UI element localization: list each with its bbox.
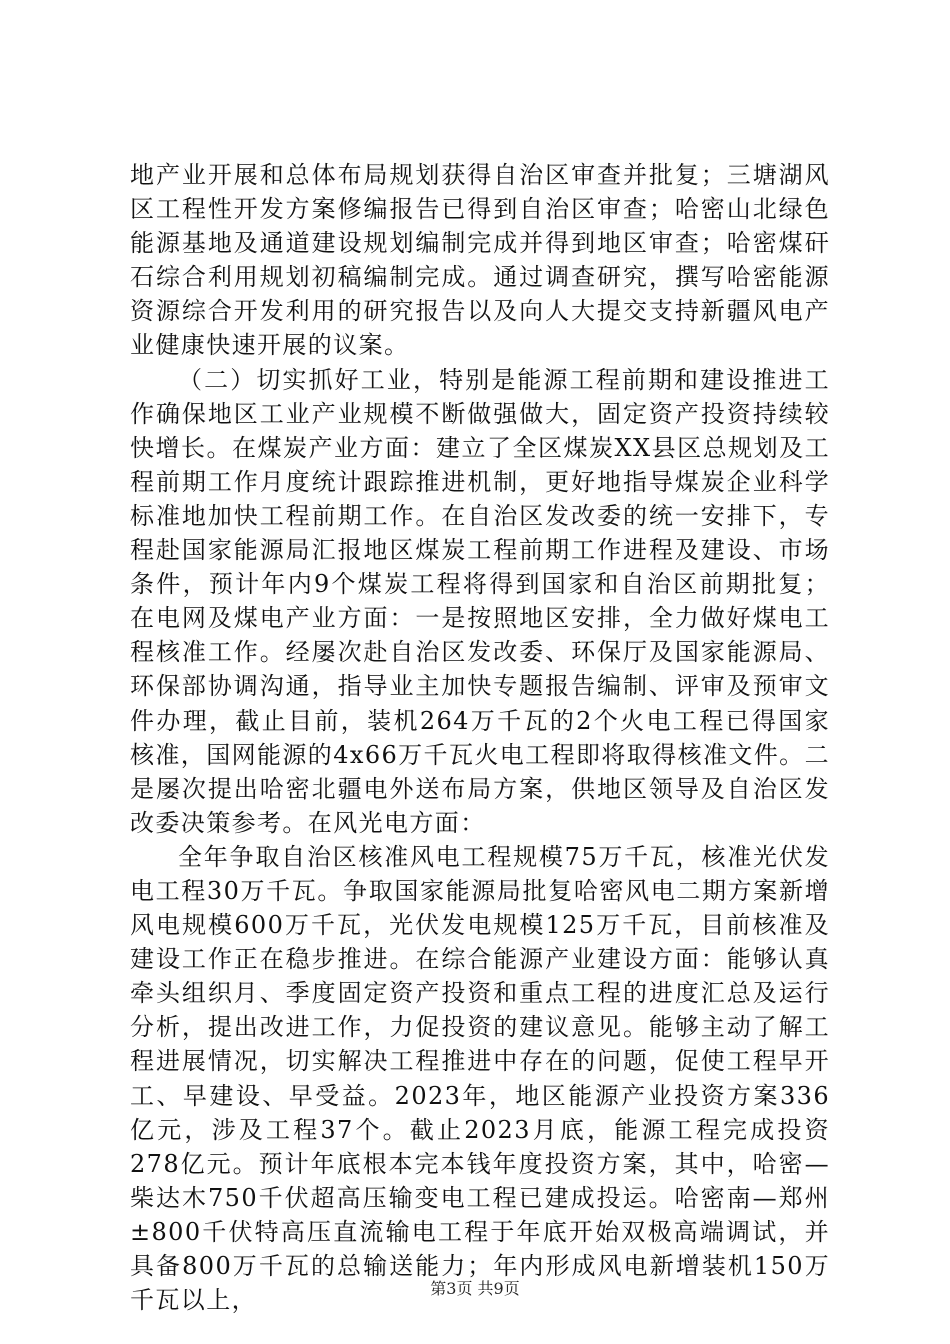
paragraph-industry: （二）切实抓好工业，特别是能源工程前期和建设推进工作确保地区工业产业规模不断做强做大，固定资产投资持续较快增长。在煤炭产业方面：建立了全区煤炭XX县区总规划及工程前期工作月度统计跟踪推进机制，更好地指导煤炭企业科学标准地加快工程前期工作。在自治区发改委的统一安排下，专程赴国家能源局汇报地区煤炭工程前期工作进程及建设、市场条件，预计年内9个煤炭工程将得到国家和自治区前期批复；在电网及煤电产业方面：一是按照地区安排，全力做好煤电工程核准工作。经屡次赴自治区发改委、环保厅及国家能源局、环保部协调沟通，指导业主加快专题报告编制、评审及预审文件办理，截止目前，装机264万千瓦的2个火电工程已得国家核准，国网能源的4x66万千瓦火电工程即将取得核准文件。二是屡次提出哈密北疆电外送布局方案，供地区领导及自治区发改委决策参考。在风光电方面： <box>130 365 830 837</box>
paragraph-wind-solar: 全年争取自治区核准风电工程规模75万千瓦，核准光伏发电工程30万千瓦。争取国家能源局批复哈密风电二期方案新增风电规模600万千瓦，光伏发电规模125万千瓦，目前核准及建设工作正在稳步推进。在综合能源产业建设方面：能够认真牵头组织月、季度固定资产投资和重点工程的进度汇总及运行分析，提出改进工作，力促投资的建议意见。能够主动了解工程进展情况，切实解决工程推进中存在的问题，促使工程早开工、早建设、早受益。2023年，地区能源产业投资方案336亿元，涉及工程37个。截止2023月底，能源工程完成投资278亿元。预计年底根本完本钱年度投资方案，其中，哈密—柴达木750千伏超高压输变电工程已建成投运。哈密南—郑州±800千伏特高压直流输电工程于年底开始双极高端调试，并具备800万千瓦的总输送能力；年内形成风电新增装机150万千瓦以上， <box>130 842 830 1315</box>
paragraph-continuation: 地产业开展和总体布局规划获得自治区审查并批复；三塘湖风区工程性开发方案修编报告已得到自治区审查；哈密山北绿色能源基地及通道建设规划编制完成并得到地区审查；哈密煤矸石综合利用规划初稿编制完成。通过调查研究，撰写哈密能源资源综合开发利用的研究报告以及向人大提交支持新疆风电产业健康快速开展的议案。 <box>130 161 830 360</box>
page-number-footer: 第3页 共9页 <box>430 1279 520 1298</box>
document-body <box>130 158 830 1317</box>
